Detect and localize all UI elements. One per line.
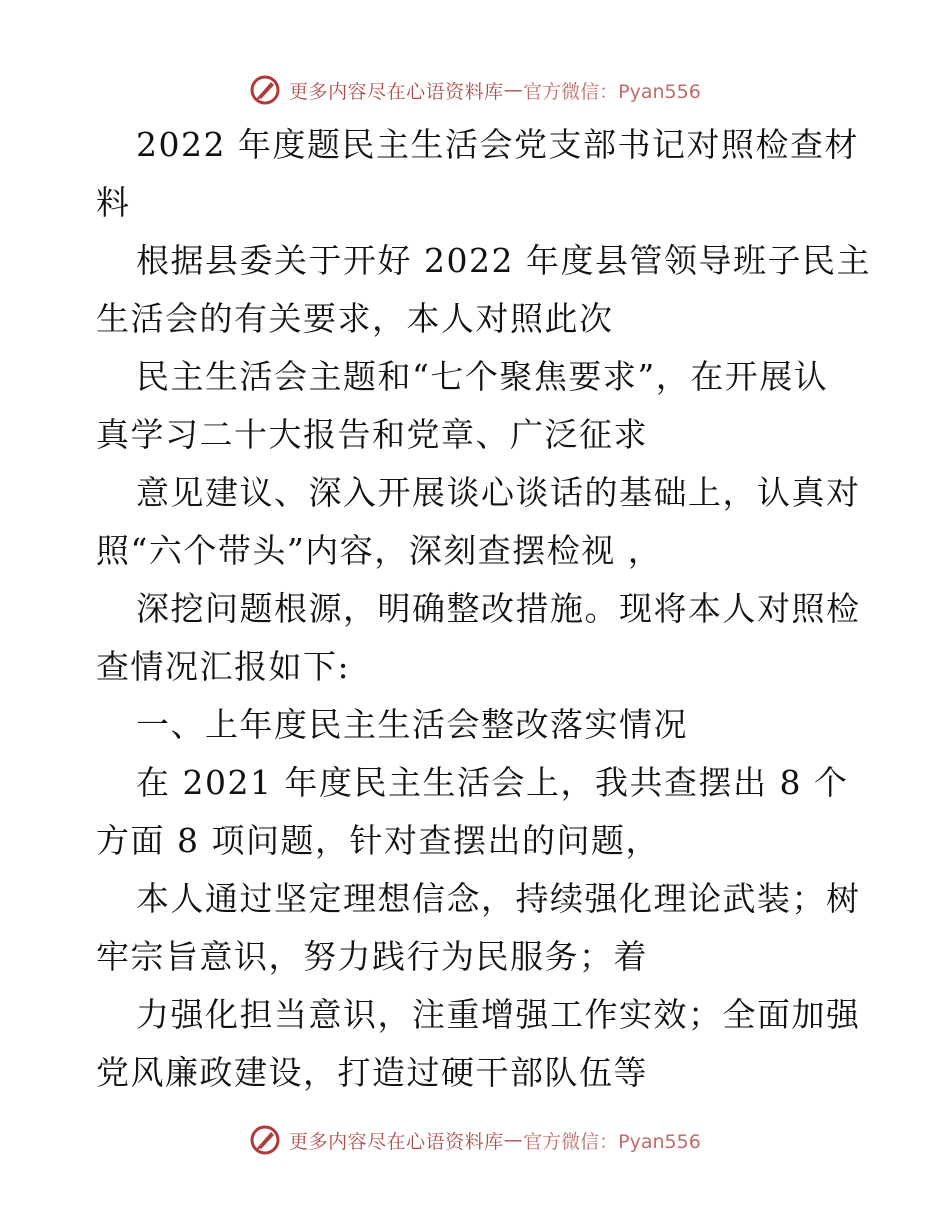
watermark-wechat: 官方微信：Pyan556 <box>523 1130 701 1153</box>
text-line: 方面 8 项问题，针对查摆出的问题， <box>96 821 660 860</box>
text-line: 力强化担当意识，注重增强工作实效；全面加强 <box>136 995 861 1034</box>
text-line: 本人通过坚定理想信念，持续强化理论武装；树 <box>136 879 861 918</box>
watermark-separator: — <box>503 1129 524 1151</box>
text-line: 牢宗旨意识，努力践行为民服务；着 <box>96 937 648 976</box>
text-line: 查情况汇报如下: <box>96 647 351 686</box>
watermark-banner-top <box>0 70 950 110</box>
text-line: 深挖问题根源，明确整改措施。现将本人对照检 <box>136 589 861 628</box>
watermark-text: 更多内容尽在心语资料库 <box>289 1130 504 1153</box>
watermark-wechat: 官方微信：Pyan556 <box>523 80 701 103</box>
text-line: 2022 年度题民主生活会党支部书记对照检查材 <box>136 125 859 164</box>
watermark-text: 更多内容尽在心语资料库 <box>289 80 504 103</box>
quill-logo-icon <box>249 1124 281 1156</box>
text-line: 民主生活会主题和“七个聚焦要求”，在开展认 <box>136 357 829 396</box>
document-body <box>96 122 871 1108</box>
text-line: 生活会的有关要求，本人对照此次 <box>96 299 614 338</box>
quill-logo-icon <box>249 74 281 106</box>
text-line: 在 2021 年度民主生活会上，我共查摆出 8 个 <box>136 763 849 802</box>
text-line: 真学习二十大报告和党章、广泛征求 <box>96 415 648 454</box>
watermark-separator: — <box>503 79 524 101</box>
text-line: 料 <box>96 183 131 222</box>
text-line: 一、上年度民主生活会整改落实情况 <box>136 705 688 744</box>
text-line: 根据县委关于开好 2022 年度县管领导班子民主 <box>136 241 871 280</box>
text-line: 党风廉政建设，打造过硬干部队伍等 <box>96 1053 648 1092</box>
watermark-banner-bottom <box>0 1120 950 1160</box>
text-line: 意见建议、深入开展谈心谈话的基础上，认真对 <box>136 473 861 512</box>
text-line: 照“六个带头”内容，深刻查摆检视 ， <box>96 531 663 570</box>
